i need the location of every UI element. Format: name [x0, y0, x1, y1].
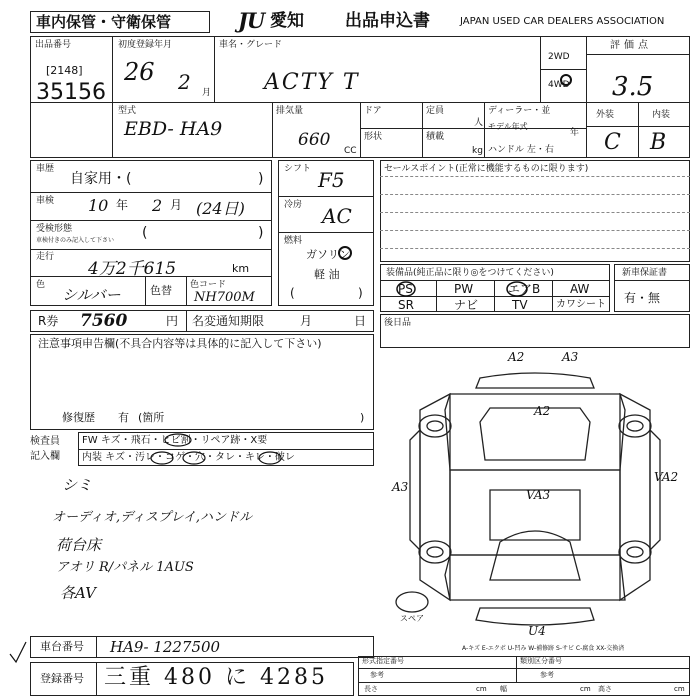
color-code-label: 色コード	[190, 280, 227, 290]
height-unit: cm	[674, 685, 685, 693]
form-title: 出品申込書	[345, 11, 430, 31]
note-line-3: 荷台床	[56, 536, 102, 554]
equip-airbag-circle-mark	[504, 280, 530, 298]
recycle-value: 7560	[80, 311, 128, 331]
equip-airbag: エアB	[508, 282, 541, 296]
fuel-other: (	[290, 286, 295, 300]
reg-year: 26	[124, 58, 155, 86]
shift-value: F5	[318, 168, 345, 192]
spare-label: スペア	[400, 614, 424, 623]
inspection-year: 10	[88, 196, 109, 215]
history-close: )	[258, 171, 264, 187]
color-code: NH700M	[194, 290, 255, 305]
load-unit: kg	[472, 146, 483, 156]
model-label: 型式	[118, 106, 137, 116]
inspection-month: 2	[152, 196, 163, 215]
first-registration-label: 初度登録年月	[118, 40, 173, 50]
ac-label: 冷房	[284, 200, 303, 210]
repair-history-label: 修復歴	[62, 411, 95, 424]
lot-number-label: 出品番号	[35, 40, 72, 50]
lot-number: 35156	[36, 80, 106, 105]
fuel-circle-mark	[336, 244, 354, 262]
note-line-4: アオリ R/パネル 1AUS	[56, 560, 194, 575]
association-name: JAPAN USED CAR DEALERS ASSOCIATION	[460, 16, 665, 27]
mark-u4-rear: U4	[528, 624, 546, 638]
name-change-day: 日	[354, 314, 367, 328]
note-line-5: 各AV	[60, 584, 96, 602]
storage-label-box	[30, 11, 210, 33]
form-cert-ref: 参考	[370, 671, 384, 679]
inspection-month-unit: 月	[170, 198, 183, 212]
interior-line: 内装 キズ・汚レ・コゲ・穴・タレ・キレ・破レ	[82, 452, 295, 463]
model-code: EBD- HA9	[124, 118, 223, 140]
repair-place-close: )	[360, 411, 365, 424]
equip-ps-circle-mark	[394, 280, 418, 298]
registration-label: 登録番号	[40, 672, 84, 685]
score-label: 評価点	[610, 40, 652, 51]
inspector-label-box	[30, 432, 76, 466]
logo-mark: JU	[238, 8, 265, 33]
recycle-unit: 円	[166, 314, 179, 328]
fuel-other-close: )	[358, 286, 363, 300]
car-name: ACTY T	[264, 70, 360, 95]
repair-place-label: (箇所	[138, 411, 165, 424]
cc-unit: CC	[344, 146, 357, 156]
load-label: 積載	[426, 132, 445, 142]
check-mark	[8, 640, 28, 666]
name-change-month: 月	[300, 314, 313, 328]
history-label: 車歴	[36, 164, 55, 174]
mark-va2-right: VA2	[654, 470, 679, 484]
recycle-label: R券	[38, 314, 59, 328]
shift-label: シフト	[284, 164, 312, 174]
dealer-label: ディーラー・並	[488, 106, 551, 116]
year-unit: 年	[570, 128, 580, 138]
equip-pw: PW	[454, 282, 474, 296]
height-label: 高さ	[598, 685, 612, 693]
exterior-grade: C	[604, 130, 621, 155]
declaration-label: 注意事項申告欄(不具合内容等は具体的に記入して下さい)	[38, 337, 322, 350]
score-value: 3.5	[612, 72, 654, 102]
form-cert-label: 形式指定番号	[362, 657, 404, 665]
storage-label: 車内保管・守衛保管	[36, 13, 172, 31]
chassis-value: HA9- 1227500	[110, 638, 221, 656]
drive-2wd: 2WD	[548, 52, 570, 62]
mark-a3-left: A3	[392, 480, 409, 494]
width-label: 幅	[500, 685, 507, 693]
model-year-label: モデル年式	[488, 122, 528, 131]
inspection-year-unit: 年	[116, 198, 129, 212]
width-unit: cm	[580, 685, 591, 693]
interior-grade: B	[650, 130, 667, 155]
interior-label: 内装	[652, 110, 671, 120]
fuel-label: 燃料	[284, 236, 303, 246]
equip-ps: PS	[398, 282, 413, 296]
reg-month: 2	[178, 70, 191, 94]
mileage-value: 4万2千615	[88, 259, 177, 279]
equip-kawaseat: カワシート	[556, 299, 606, 310]
displacement-value: 660	[298, 130, 331, 150]
mark-va3-bed: VA3	[526, 488, 551, 502]
exterior-label: 外装	[596, 110, 615, 120]
inspector-circle-marks	[150, 432, 310, 466]
inspector-label: 検査員記入欄	[30, 436, 60, 462]
displacement-label: 排気量	[276, 106, 304, 116]
mark-a3-front: A3	[562, 350, 579, 364]
drive-4wd: 4WD	[548, 80, 570, 90]
warranty-label: 新車保証書	[622, 268, 668, 278]
later-items-box	[380, 314, 690, 348]
receipt-note: 車検付きのみ記入して下さい	[36, 237, 115, 244]
equipment-label: 装備品(純正品に限り◎をつけてください)	[386, 268, 554, 278]
receipt-value: (	[142, 225, 148, 241]
length-unit: cm	[476, 685, 487, 693]
receipt-label: 受検形態	[36, 224, 73, 234]
capacity-label: 定員	[426, 106, 445, 116]
receipt-close: )	[258, 225, 264, 241]
inspection-label: 車検	[36, 196, 55, 206]
handle-label: ハンドル 左・右	[488, 145, 554, 155]
color-label: 色	[36, 280, 46, 290]
name-change-label: 名変通知期限	[192, 314, 265, 328]
color-value: シルバー	[62, 286, 121, 304]
ac-value: AC	[322, 204, 352, 228]
month-unit-label: 月	[202, 88, 212, 98]
repair-history-value: 有	[118, 411, 129, 424]
mark-a2-front: A2	[508, 350, 525, 364]
class-ref: 参考	[540, 671, 554, 679]
length-label: 長さ	[364, 685, 378, 693]
warranty-value: 有・無	[624, 291, 661, 305]
lot-small: [2148]	[46, 64, 83, 77]
mileage-unit: km	[232, 262, 250, 275]
inspection-day: (24日)	[196, 199, 245, 218]
damage-legend: A-キズ E-エクボ U-凹み W-補修跡 S-サビ C-腐食 XX-交換済	[462, 645, 625, 652]
note-line-1: シミ	[62, 476, 93, 494]
mileage-label: 走行	[36, 252, 55, 262]
mark-a2-cab: A2	[534, 404, 551, 418]
chassis-label: 車台番号	[40, 640, 84, 653]
color-change-label: 色替	[150, 284, 172, 297]
equip-navi: ナビ	[454, 298, 479, 312]
sales-point-label: セールスポイント(正常に機能するものに限ります)	[384, 164, 589, 174]
equip-tv: TV	[512, 298, 528, 312]
equip-aw: AW	[570, 282, 590, 296]
later-items-label: 後日品	[384, 318, 412, 328]
registration-value: 三重 480 に 4285	[104, 665, 328, 690]
note-line-2: オーディオ,ディスプレイ,ハンドル	[52, 510, 253, 525]
car-name-label: 車名・グレード	[219, 40, 283, 50]
org-name: 愛知	[270, 11, 304, 31]
door-label: ドア	[364, 106, 382, 116]
history-value: 自家用・(	[70, 171, 132, 187]
shape-label: 形状	[364, 132, 383, 142]
capacity-unit: 人	[474, 118, 484, 128]
fuel-diesel: 軽 油	[314, 268, 340, 281]
drive-circle-mark	[558, 72, 574, 88]
class-label: 類別区分番号	[520, 657, 562, 665]
equip-sr: SR	[398, 298, 414, 312]
fw-line: FW キズ・飛石・ヒビ割・リペア跡・X要	[82, 435, 268, 446]
fuel-gas: ガソリン	[306, 248, 350, 261]
